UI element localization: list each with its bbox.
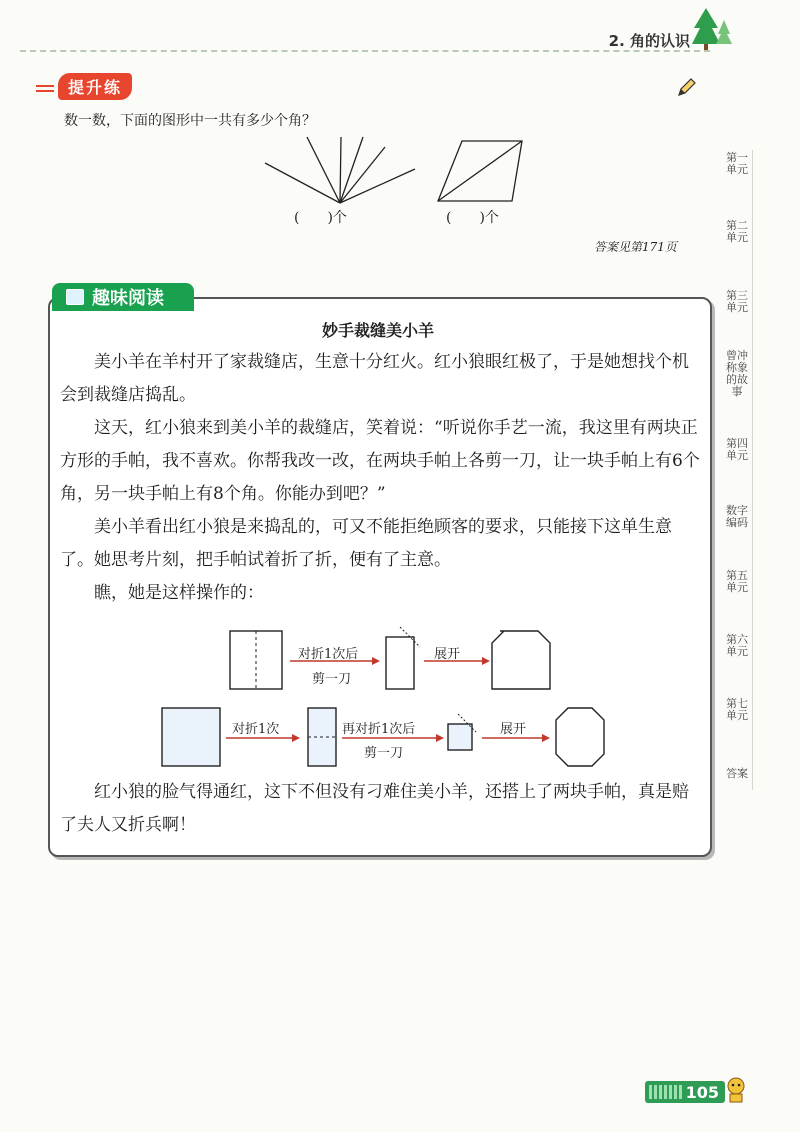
diagram-label-unfold-2: 展开 — [500, 722, 527, 737]
side-tab-unit-6: 第六单元 — [726, 633, 748, 658]
badge-stripes — [649, 1085, 683, 1099]
side-tab-unit-3: 第三单元 — [726, 289, 748, 314]
side-divider — [752, 150, 753, 790]
answer-blank-2: ( )个 — [446, 210, 499, 226]
answer-blank-1: ( )个 — [294, 210, 347, 226]
chapter-title: 2. 角的认识 — [608, 32, 690, 50]
tree-icon — [690, 6, 734, 52]
page-number: 105 — [685, 1082, 719, 1102]
diagram-label-cut-2: 剪一刀 — [364, 746, 404, 761]
side-tab-story: 曾冲称象的故事 — [726, 349, 748, 398]
rays-figure — [255, 135, 435, 215]
page-number-badge — [645, 1081, 725, 1103]
story-title: 妙手裁缝美小羊 — [321, 321, 434, 340]
header-divider — [20, 50, 710, 52]
story-paragraph-1: 美小羊在羊村开了家裁缝店，生意十分红火。红小狼眼红极了，于是她想找个机会到裁缝店捣乱。 — [60, 352, 689, 405]
practice-badge: 提升练 — [58, 73, 132, 100]
pencil-icon — [676, 76, 698, 98]
diagram-label-fold-once-after: 对折1次后 — [298, 647, 359, 662]
side-tab-unit-4: 第四单元 — [726, 437, 748, 462]
story-ending: 红小狼的脸气得通红，这下不但没有刁难住美小羊，还搭上了两块手帕，真是赔了夫人又折兵啊！ — [60, 782, 689, 835]
story-paragraph-3: 美小羊看出红小狼是来捣乱的，可又不能拒绝顾客的要求，只能接下这单生意了。她思考片刻，把手帕试着折了折，便有了主意。 — [60, 517, 672, 570]
side-tab-unit-2: 第二单元 — [726, 219, 748, 244]
side-tab-unit-1: 第一单元 — [726, 151, 748, 176]
fold-diagram-row-1 — [228, 625, 558, 695]
diagram-label-fold-once: 对折1次 — [232, 722, 280, 737]
diagram-label-unfold-1: 展开 — [434, 647, 461, 662]
question-text: 数一数，下面的图形中一共有多少个角？ — [64, 113, 316, 129]
story-paragraph-4: 瞧，她是这样操作的： — [94, 583, 264, 603]
answer-reference: 答案见第171页 — [594, 240, 677, 254]
decor-wave-icon — [36, 85, 54, 92]
mascot-icon — [724, 1074, 748, 1104]
reading-tab-label: 趣味阅读 — [92, 288, 164, 309]
side-tab-answers: 答案 — [726, 767, 748, 780]
diagram-label-cut-1: 剪一刀 — [312, 672, 352, 687]
quadrilateral-figure — [430, 135, 540, 215]
story-paragraph-2: 这天，红小狼来到美小羊的裁缝店，笑着说：“听说你手艺一流，我这里有两块正方形的手帕，我不喜欢。你帮我改一改，在两块手帕上各剪一刀，让一块手帕上有6个角，另一块手帕上有8个角。你能办到吧？” — [60, 418, 700, 504]
reading-tab — [52, 283, 194, 311]
side-tab-unit-7: 第七单元 — [726, 697, 748, 722]
side-tab-digit-code: 数字编码 — [726, 504, 748, 529]
diagram-label-fold-again-after: 再对折1次后 — [342, 722, 416, 737]
side-tab-unit-5: 第五单元 — [726, 569, 748, 594]
book-icon — [66, 289, 84, 305]
